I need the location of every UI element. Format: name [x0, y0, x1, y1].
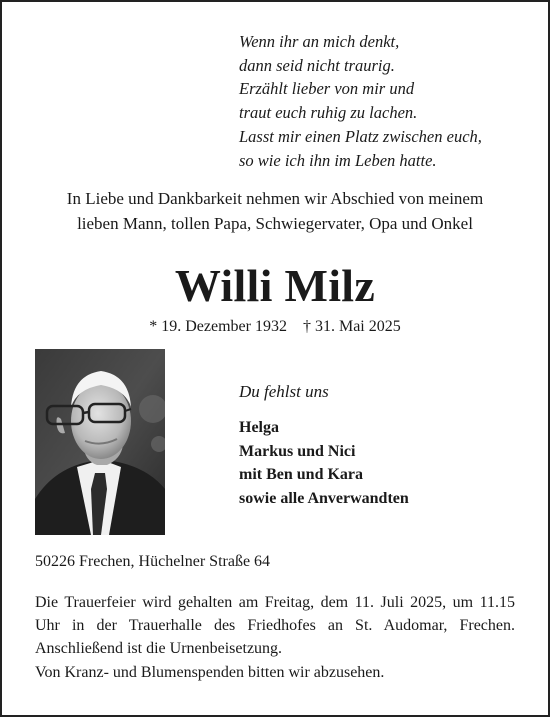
poem-line: Wenn ihr an mich denkt, [239, 32, 400, 51]
death-date: † 31. Mai 2025 [302, 318, 401, 335]
mourner-name: sowie alle Anverwandten [239, 489, 409, 507]
intro-line-1: In Liebe und Dankbarkeit nehmen wir Abschied von meinem [66, 189, 484, 208]
poem-line: traut euch ruhig zu lachen. [239, 103, 418, 123]
birth-date: * 19. Dezember 1932 [149, 318, 287, 335]
mourners-list [239, 416, 409, 510]
poem-line: so wie ich ihn im Leben hatte. [239, 150, 437, 170]
mourners-heading: Du fehlst uns [239, 382, 329, 401]
poem-line: Erzählt lieber von mir und [239, 79, 415, 99]
poem-line: Lasst mir einen Platz zwischen euch, [239, 126, 482, 146]
intro-line-2: lieben Mann, tollen Papa, Schwiegervater, Opa und Onkel [77, 214, 473, 233]
poem [239, 30, 482, 172]
mourner-name: mit Ben und Kara [239, 466, 364, 483]
funeral-info: Die Trauerfeier wird gehalten am Freitag, dem 11. Juli 2025, um 11.15 Uhr in der Trauerhalle des Friedhofes an St. Audomar, Frechen. Anschließend ist die Urnenbeisetzung. [35, 594, 515, 657]
poem-line: dann seid nicht traurig. [239, 55, 395, 75]
deceased-name: Willi Milz [174, 260, 376, 311]
farewell-intro [0, 186, 550, 236]
life-dates [0, 316, 550, 338]
family-address: 50226 Frechen, Hüchelner Straße 64 [35, 553, 271, 570]
portrait-photo [35, 349, 165, 535]
mourner-name: Markus und Nici [239, 442, 356, 460]
flowers-note: Von Kranz- und Blumenspenden bitten wir abzusehen. [35, 664, 385, 681]
mourner-name: Helga [239, 419, 279, 436]
